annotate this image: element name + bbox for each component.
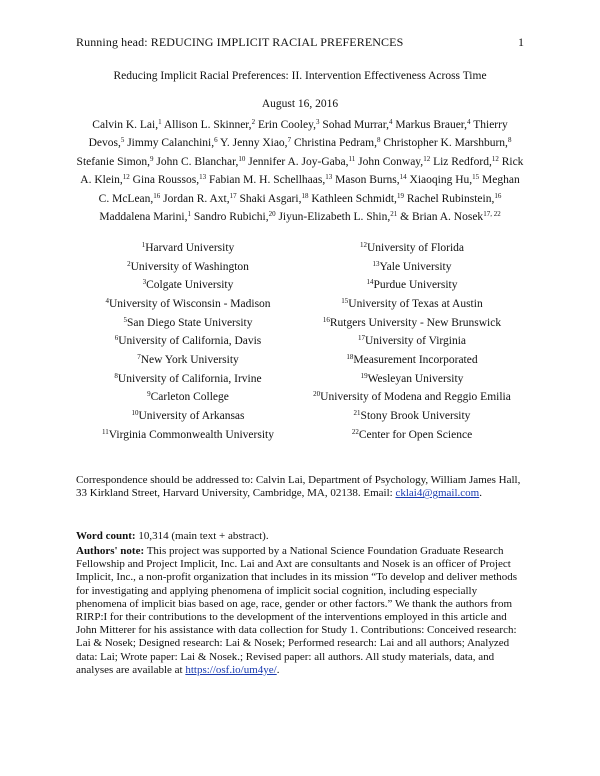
- author-affiliation-mark: 16: [153, 191, 161, 200]
- author-affiliation-mark: 19: [396, 191, 404, 200]
- author-name: Jimmy Calanchini,: [127, 137, 215, 150]
- affiliation-mark: 18: [346, 352, 354, 361]
- affiliation: [272, 391, 552, 403]
- author-affiliation-mark: 10: [238, 154, 246, 163]
- affiliation-name: Wesleyan University: [367, 372, 464, 385]
- affiliation: [272, 298, 552, 310]
- author-affiliation-mark: 1: [187, 210, 191, 219]
- author-affiliation-mark: 8: [376, 136, 381, 145]
- author-name: Xiaoqing Hu,: [409, 174, 473, 187]
- affiliation-name: Rutgers University - New Brunswick: [329, 316, 502, 329]
- word-count-value: 10,314 (main text + abstract).: [135, 530, 269, 542]
- affiliation-name: San Diego State University: [126, 316, 253, 329]
- author: [156, 156, 245, 168]
- authors-note: [76, 545, 528, 677]
- author-name: & Brian A. Nosek: [400, 211, 484, 224]
- affiliation-mark: 6: [114, 334, 119, 343]
- authors-note-label: Authors' note:: [76, 545, 145, 557]
- author-name: Maddalena Marini,: [99, 211, 188, 224]
- author-affiliation-mark: 5: [120, 136, 125, 145]
- author-list: [76, 116, 524, 226]
- affiliation-mark: 11: [102, 427, 109, 436]
- affiliation-name: Virginia Commonwealth University: [108, 428, 274, 441]
- affiliation-name: University of Modena and Reggio Emilia: [320, 391, 511, 404]
- affiliation-mark: 17: [357, 334, 365, 343]
- author-name: Rachel Rubinstein,: [406, 192, 495, 205]
- affiliation-name: Stony Brook University: [360, 409, 471, 422]
- author-affiliation-mark: 4: [388, 118, 393, 126]
- author: [335, 174, 407, 186]
- author: [194, 211, 276, 223]
- affiliation: [272, 242, 552, 254]
- author-name: Jennifer A. Joy-Gaba,: [248, 155, 349, 168]
- author-affiliation-mark: 11: [348, 154, 356, 163]
- author: [395, 119, 470, 131]
- author: [164, 119, 255, 131]
- affiliation-name: Harvard University: [145, 242, 235, 254]
- affiliation-name: Purdue University: [373, 279, 458, 292]
- author: [127, 137, 217, 149]
- affiliation-mark: 5: [123, 315, 127, 324]
- affiliation-mark: 22: [351, 427, 359, 436]
- author-name: Markus Brauer,: [395, 119, 468, 131]
- author-name: Sandro Rubichi,: [193, 211, 269, 224]
- affiliation-name: University of Arkansas: [138, 409, 245, 422]
- author-affiliation-mark: 13: [199, 173, 207, 182]
- affiliation-mark: 1: [141, 241, 146, 249]
- email-link[interactable]: cklai4@gmail.com: [395, 487, 480, 500]
- affiliation: [272, 354, 552, 366]
- affiliation: [272, 279, 552, 291]
- author: [99, 211, 191, 223]
- author: [400, 211, 501, 223]
- author-name: Thierry Devos,: [88, 119, 508, 150]
- author-affiliation-mark: 1: [158, 118, 162, 126]
- author-affiliation-mark: 14: [399, 173, 407, 182]
- author: [410, 174, 480, 186]
- author-affiliation-mark: 7: [287, 136, 292, 145]
- author-name: John C. Blanchar,: [156, 155, 239, 168]
- affiliation-name: University of California, Irvine: [117, 372, 262, 385]
- word-count: [76, 530, 528, 543]
- author-affiliation-mark: 17, 22: [483, 210, 501, 219]
- author-name: Kathleen Schmidt,: [311, 192, 397, 205]
- author-name: Y. Jenny Xiao,: [220, 137, 288, 150]
- affiliation-name: Yale University: [379, 260, 452, 273]
- author-name: John Conway,: [358, 155, 424, 168]
- affiliation-mark: 8: [114, 371, 118, 380]
- affiliation-mark: 14: [366, 278, 374, 287]
- page-number: 1: [518, 35, 524, 49]
- affiliation-mark: 19: [360, 371, 368, 380]
- affiliation: [272, 261, 552, 273]
- affiliation-name: University of Florida: [366, 242, 465, 254]
- author: [433, 156, 499, 168]
- authors-note-text: This project was supported by a National Science Foundation Graduate Research Fellowship and Project Implicit, Inc. Lai and Axt are consultants and Nosek is an officer of Project Implicit, Inc., a non-profit organization that includes in its mission “To develop and deliver methods for investigating and applying phenomena of implicit social cognition, including especially phenomena of implicit bias based on age, race, gender or other factors.” We thank the authors from RIRP:I for their contributions to the development of the interventions employed in this article and John Mitterer for his assistance with data collection for Study 1. Contributions: Conceived research: Lai & Nosek; Designed research: Lai & Nosek; Performed research: Lai and all authors; Analyzed data: Lai; Wrote paper: Lai & Nosek.; Revised paper: all authors. All study materials, data, and analyses are available at: [76, 545, 518, 676]
- author-name: Calvin K. Lai,: [92, 119, 159, 131]
- affiliation-mark: 2: [127, 259, 131, 268]
- affiliation-name: Measurement Incorporated: [353, 353, 478, 366]
- author-name: Allison L. Skinner,: [163, 119, 252, 131]
- word-count-label: Word count:: [76, 530, 136, 542]
- affiliation-mark: 7: [137, 352, 141, 361]
- author: [407, 193, 502, 205]
- affiliation-mark: 12: [359, 241, 367, 249]
- affiliation-mark: 20: [313, 390, 321, 399]
- running-head: Running head: REDUCING IMPLICIT RACIAL PREFERENCES: [76, 35, 404, 49]
- affiliation-name: University of Texas at Austin: [348, 297, 483, 310]
- affiliation-mark: 3: [142, 278, 147, 287]
- author-affiliation-mark: 9: [150, 154, 154, 163]
- affiliation-mark: 16: [322, 315, 330, 324]
- author: [77, 156, 154, 168]
- affiliation: [272, 335, 552, 347]
- author-name: Liz Redford,: [433, 155, 492, 168]
- author-name: Fabian M. H. Schellhaas,: [208, 174, 326, 187]
- affiliation-mark: 13: [372, 259, 380, 268]
- paper-date: August 16, 2016: [261, 98, 339, 110]
- author-affiliation-mark: 4: [467, 118, 471, 126]
- affiliation-name: Colgate University: [146, 279, 234, 292]
- correspondence-text: Correspondence should be addressed to: Calvin Lai, Department of Psychology, William James Hall, 33 Kirkland Street, Harvard University, Cambridge, MA, 02138. Email:: [76, 474, 521, 500]
- author-affiliation-mark: 13: [325, 173, 333, 182]
- author-name: Christina Pedram,: [293, 137, 377, 150]
- author-name: Christopher K. Marshburn,: [383, 137, 508, 150]
- affiliation-mark: 15: [341, 296, 349, 305]
- author-affiliation-mark: 12: [491, 154, 499, 163]
- author: [92, 119, 161, 131]
- author: [258, 119, 320, 131]
- author-name: Jordan R. Axt,: [163, 192, 230, 205]
- affiliation-name: University of Virginia: [364, 335, 467, 348]
- author-affiliation-mark: 20: [268, 210, 276, 219]
- author-affiliation-mark: 21: [390, 210, 398, 219]
- author-name: Rick A. Klein,: [80, 155, 524, 187]
- author-affiliation-mark: 8: [507, 136, 512, 145]
- author-affiliation-mark: 6: [214, 136, 218, 145]
- correspondence: [76, 474, 528, 500]
- author-name: Mason Burns,: [335, 174, 400, 187]
- author: [239, 193, 308, 205]
- affiliation: [272, 429, 552, 441]
- affiliation-name: University of California, Davis: [118, 335, 262, 348]
- author-affiliation-mark: 15: [472, 173, 480, 182]
- author: [133, 174, 206, 186]
- affiliation-mark: 21: [353, 408, 361, 417]
- author-name: Gina Roussos,: [132, 174, 200, 187]
- affiliation-name: Center for Open Science: [358, 428, 473, 441]
- author-affiliation-mark: 18: [301, 191, 309, 200]
- author-name: Sohad Murrar,: [322, 119, 389, 131]
- author: [248, 156, 355, 168]
- affiliation-mark: 10: [131, 408, 139, 417]
- author-affiliation-mark: 12: [423, 154, 431, 163]
- correspondence-end: .: [479, 487, 482, 500]
- affiliation-mark: 9: [147, 390, 151, 399]
- affiliation-name: University of Wisconsin - Madison: [108, 297, 271, 310]
- author-name: Shaki Asgari,: [239, 192, 302, 205]
- author-affiliation-mark: 17: [229, 191, 237, 200]
- affiliation-name: University of Washington: [130, 260, 249, 273]
- author: [294, 137, 381, 149]
- author: [220, 137, 291, 149]
- affiliation-name: Carleton College: [150, 391, 229, 404]
- affiliation-name: New York University: [140, 353, 239, 366]
- author: [278, 211, 397, 223]
- author: [358, 156, 430, 168]
- osf-link[interactable]: https://osf.io/um4ye/: [185, 663, 277, 676]
- paper-title: Reducing Implicit Racial Preferences: II. Intervention Effectiveness Across Time: [113, 70, 487, 82]
- author-name: Stefanie Simon,: [76, 155, 151, 168]
- affiliation: [272, 317, 552, 329]
- author-name: Erin Cooley,: [257, 119, 316, 131]
- author: [209, 174, 332, 186]
- author-name: Jiyun-Elizabeth L. Shin,: [278, 211, 391, 224]
- author: [163, 193, 236, 205]
- affiliation-mark: 4: [105, 296, 109, 305]
- author-name: Meghan C. McLean,: [98, 174, 520, 205]
- author: [311, 193, 404, 205]
- author-affiliation-mark: 3: [315, 118, 320, 126]
- author: [383, 137, 511, 149]
- author-affiliation-mark: 12: [122, 173, 130, 182]
- affiliation: [272, 373, 552, 385]
- author-affiliation-mark: 2: [251, 118, 256, 126]
- authors-note-end: .: [276, 663, 280, 676]
- author-affiliation-mark: 16: [494, 191, 502, 200]
- affiliation: [272, 410, 552, 422]
- author: [322, 119, 392, 131]
